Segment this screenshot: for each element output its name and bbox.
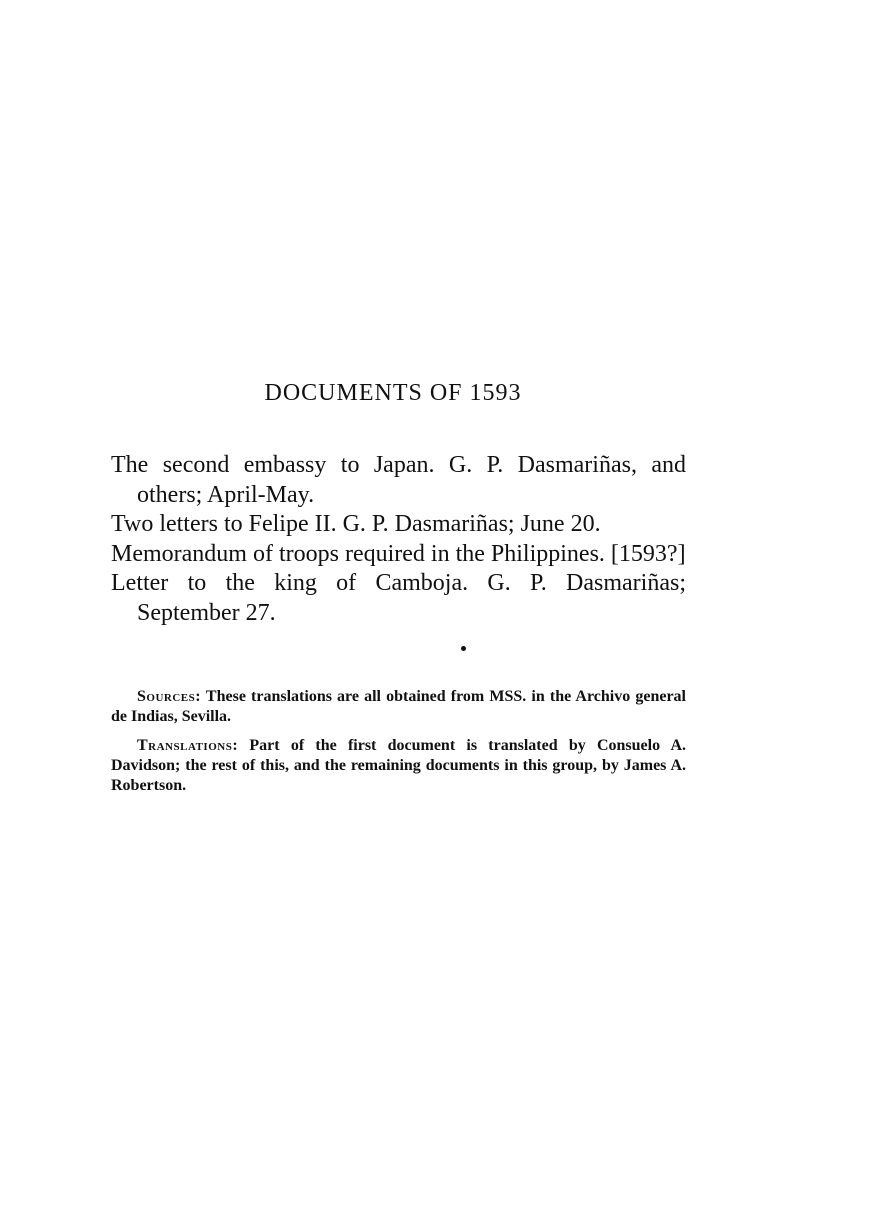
contents-list xyxy=(111,451,686,628)
sources-text: These translations are all obtained from MSS. in the Archivo general de Indias, Sevilla. xyxy=(111,688,687,725)
page-title xyxy=(0,380,786,407)
page-title-year: 1593 xyxy=(469,380,522,406)
stray-dot-mark xyxy=(461,646,466,651)
contents-entry: Letter to the king of Camboja. G. P. Dasmariñas; September 27. xyxy=(111,570,686,626)
contents-entry: The second embassy to Japan. G. P. Dasmariñas, and others; April-May. xyxy=(111,452,686,508)
sources-note xyxy=(111,687,686,727)
sources-label: Sources: xyxy=(137,688,202,705)
contents-entry: Two letters to Felipe II. G. P. Dasmariñas; June 20. xyxy=(111,511,601,537)
page-title-text: DOCUMENTS OF xyxy=(264,380,463,406)
notes-section xyxy=(111,687,686,805)
translations-text: Part of the first document is translated by Consuelo A. Davidson; the rest of this, and the remaining documents in this group, by James A. Robertson. xyxy=(111,737,686,794)
contents-entry: Memorandum of troops required in the Philippines. [1593?] xyxy=(111,540,686,567)
translations-note xyxy=(111,736,686,796)
translations-label: Translations: xyxy=(137,737,239,754)
